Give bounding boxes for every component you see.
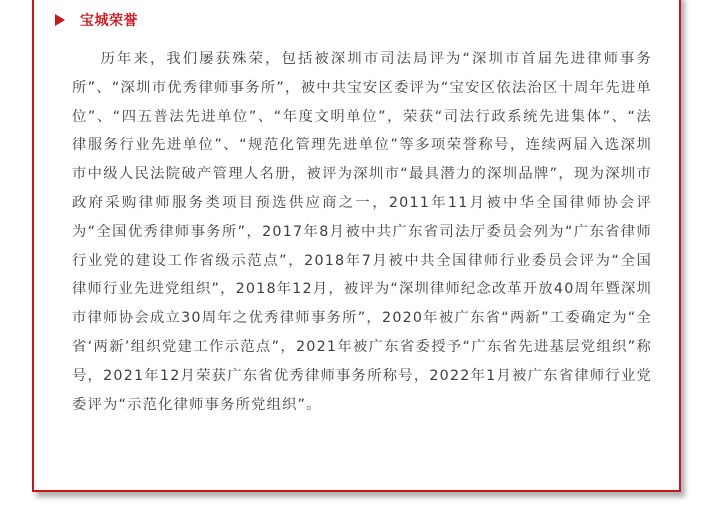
honors-paragraph: 历年来，我们屡获殊荣，包括被深圳市司法局评为“深圳市首届先进律师事务所”、“深圳市优秀律师事务所”，被中共宝安区委评为“宝安区依法治区十周年先进单位”、“四五普法先进单位”、“年度文明单位”，荣获“司法行政系统先进集体”、“法律服务行业先进单位”、“规范化管理先进单位”等多项荣誉称号，连续两届入选深圳市中级人民法院破产管理人名册，被评为深圳市“最具潜力的深圳品牌”，现为深圳市政府采购律师服务类项目预选供应商之一，2011年11月被中华全国律师协会评为“全国优秀律师事务所”，2017年8月被中共广东省司法厅委员会列为“广东省律师行业党的建设工作省级示范点”，2018年7月被中共全国律师行业委员会评为“全国律师行业先进党组织”，2018年12月，被评为“深圳律师纪念改革开放40周年暨深圳市律师协会成立30周年之优秀律师事务所”，2020年被广东省“两新”工委确定为“全省‘两新’组织党建工作示范点”，2021年被广东省委授予“广东省先进基层党组织”称号，2021年12月荣获广东省优秀律师事务所称号，2022年1月被广东省律师行业党委评为“示范化律师事务所党组织”。 <box>72 51 652 413</box>
triangle-bullet-icon <box>55 14 65 26</box>
section-title: 宝城荣誉 <box>80 13 138 29</box>
section-heading <box>55 9 138 31</box>
